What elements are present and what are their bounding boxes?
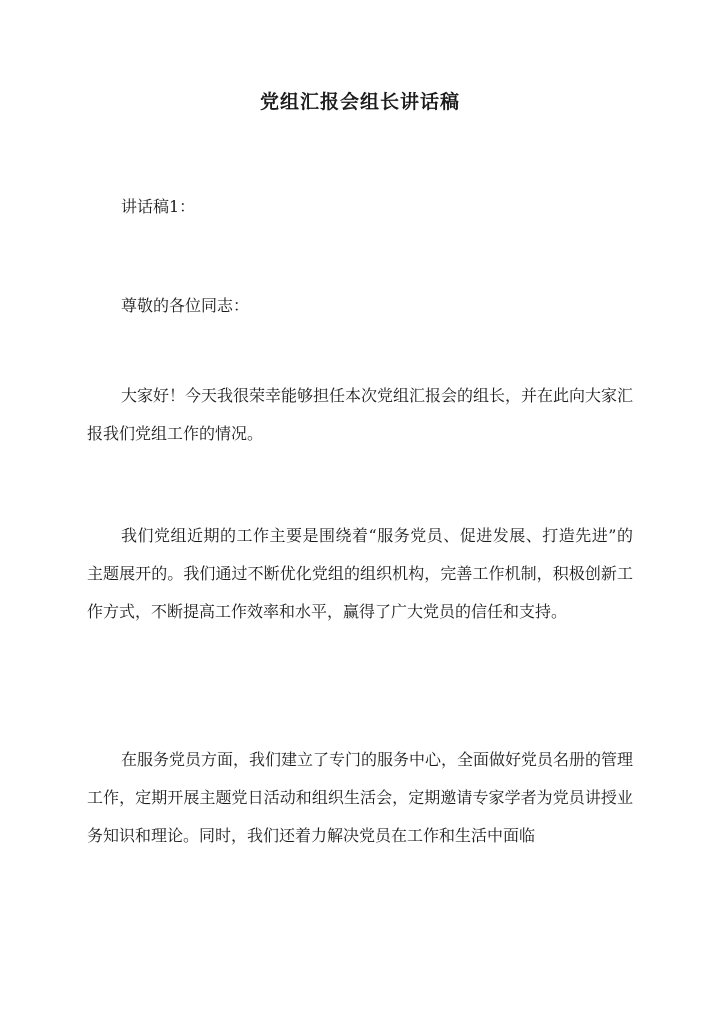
- greeting: 尊敬的各位同志：: [121, 296, 250, 315]
- paragraph-work-theme: 我们党组近期的工作主要是围绕着“服务党员、促进发展、打造先进”的主题展开的。我们通过不断优化党组的组织机构，完善工作机制，积极创新工作方式，不断提高工作效率和水平，赢得了广大党员的信任和支持。: [87, 526, 633, 621]
- speech-label: 讲话稿1：: [121, 197, 196, 216]
- document-title: 党组汇报会组长讲话稿: [259, 91, 460, 113]
- paragraph-member-service: 在服务党员方面，我们建立了专门的服务中心，全面做好党员名册的管理工作，定期开展主题党日活动和组织生活会，定期邀请专家学者为党员讲授业务知识和理论。同时，我们还着力解决党员在工作和生活中面临: [87, 750, 634, 845]
- paragraph-opening: 大家好！今天我很荣幸能够担任本次党组汇报会的组长，并在此向大家汇报我们党组工作的情况。: [87, 386, 634, 443]
